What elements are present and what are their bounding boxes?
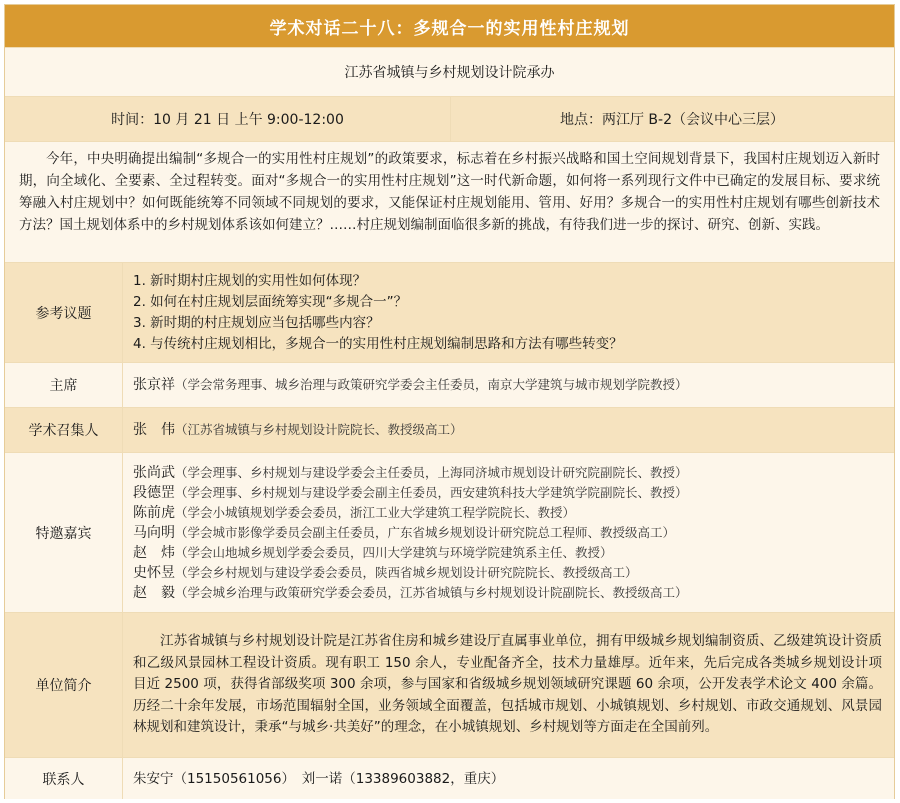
location-text: 地点：两江厅 B-2（会议中心三层）: [559, 112, 784, 128]
event-title: 学术对话二十八：多规合一的实用性村庄规划: [5, 5, 894, 47]
guest-item: [133, 563, 894, 583]
guest-role: （学会理事、乡村规划与建设学委会副主任委员，西安建筑科技大学建筑学院副院长、教授）: [175, 484, 688, 500]
contact-text: 朱安宁（15150561056） 刘一诺（13389603882，重庆）: [133, 770, 505, 787]
event-sheet: [4, 4, 895, 799]
guest-role: （学会乡村规划与建设学委会委员，陕西省城乡规划设计研究院院长、教授级高工）: [175, 564, 638, 580]
convener-name: 张 伟: [133, 422, 175, 438]
unit-label: 单位简介: [5, 613, 123, 757]
chair-name: 张京祥: [133, 377, 175, 393]
guest-name: 张尚武: [133, 464, 175, 481]
topics-list: [123, 263, 894, 362]
unit-text: 江苏省城镇与乡村规划设计院是江苏省住房和城乡建设厅直属事业单位，拥有甲级城乡规划编制资质、乙级建筑设计资质和乙级风景园林工程设计资质。现有职工 150 余人，专业配备齐全，技术力量雄厚。近年来，先后完成各类城乡规划设计项目近 2500 项，获得省部级奖项 300 余项，参与国家和省级城乡规划领域研究课题 60 余项，公开发表学术论文 400 余篇。历经二十余年发展，市场范围辐射全国，业务领域全面覆盖，包括城市规划、小城镇规划、乡村规划、市政交通规划、风景园林规划和建筑设计，秉承“与城乡·共美好”的理念，在小城镇规划、乡村规划等方面走在全国前列。: [133, 633, 882, 736]
time-text: 时间：10 月 21 日 上午 9:00-12:00: [111, 112, 344, 128]
chair-label: 主席: [5, 363, 123, 407]
location-cell: [450, 97, 894, 141]
guests-list: [123, 453, 894, 612]
topic-item: 1. 新时期村庄规划的实用性如何体现？: [133, 272, 367, 289]
chair-row: [5, 362, 894, 407]
organizer-row: [5, 47, 894, 96]
guest-item: [133, 483, 894, 503]
unit-content: [123, 613, 894, 757]
topic-item: 2. 如何在村庄规划层面统筹实现“多规合一”？: [133, 293, 408, 310]
guest-item: [133, 523, 894, 543]
description-text: 今年，中央明确提出编制“多规合一的实用性村庄规划”的政策要求，标志着在乡村振兴战略和国土空间规划背景下，我国村庄规划迈入新时期，向全域化、全要素、全过程转变。面对“多规合一的实用性村庄规划”这一时代新命题，如何将一系列现行文件中已确定的发展目标、要求统筹融入村庄规划中？如何既能统筹不同领域不同规划的要求，又能保证村庄规划能用、管用、好用？多规合一的实用性村庄规划有哪些创新技术方法？国土规划体系中的乡村规划体系该如何建立？……村庄规划编制面临很多新的挑战，有待我们进一步的探讨、研究、创新、实践。: [19, 151, 880, 233]
topics-row: [5, 262, 894, 362]
guest-item: [133, 463, 894, 483]
guest-role: （学会小城镇规划学委会委员，浙江工业大学建筑工程学院院长、教授）: [175, 504, 576, 520]
time-cell: [5, 97, 451, 141]
convener-row: [5, 407, 894, 452]
guests-row: [5, 452, 894, 612]
guest-name: 陈前虎: [133, 504, 175, 521]
convener-content: [123, 408, 894, 452]
convener-label: 学术召集人: [5, 408, 123, 452]
guest-role: （学会山地城乡规划学委会委员，四川大学建筑与环境学院建筑系主任、教授）: [175, 544, 613, 560]
guest-name: 史怀昱: [133, 564, 175, 581]
guest-role: （学会理事、乡村规划与建设学委会主任委员，上海同济城市规划设计研究院副院长、教授）: [175, 464, 688, 480]
guest-name: 赵 炜: [133, 544, 175, 561]
guest-item: [133, 543, 894, 563]
guest-name: 赵 毅: [133, 584, 175, 601]
time-location-row: [5, 96, 894, 141]
description-row: [5, 141, 894, 262]
chair-role: （学会常务理事、城乡治理与政策研究学委会主任委员，南京大学建筑与城市规划学院教授）: [175, 377, 688, 392]
guest-item: [133, 583, 894, 603]
contact-content: [123, 758, 894, 799]
guest-role: （学会城乡治理与政策研究学委会委员，江苏省城镇与乡村规划设计院副院长、教授级高工）: [175, 584, 688, 600]
guest-name: 马向明: [133, 524, 175, 541]
chair-content: [123, 363, 894, 407]
guest-item: [133, 503, 894, 523]
organizer-text: 江苏省城镇与乡村规划设计院承办: [344, 65, 555, 81]
topic-item: 3. 新时期的村庄规划应当包括哪些内容？: [133, 314, 380, 331]
topics-label: 参考议题: [5, 263, 123, 362]
convener-role: （江苏省城镇与乡村规划设计院院长、教授级高工）: [175, 422, 463, 437]
contact-label: 联系人: [5, 758, 123, 799]
guests-label: 特邀嘉宾: [5, 453, 123, 612]
guest-role: （学会城市影像学委员会副主任委员，广东省城乡规划设计研究院总工程师、教授级高工）: [175, 524, 676, 540]
contact-row: [5, 757, 894, 799]
topic-item: 4. 与传统村庄规划相比，多规合一的实用性村庄规划编制思路和方法有哪些转变？: [133, 335, 623, 352]
guest-name: 段德罡: [133, 484, 175, 501]
unit-row: [5, 612, 894, 757]
